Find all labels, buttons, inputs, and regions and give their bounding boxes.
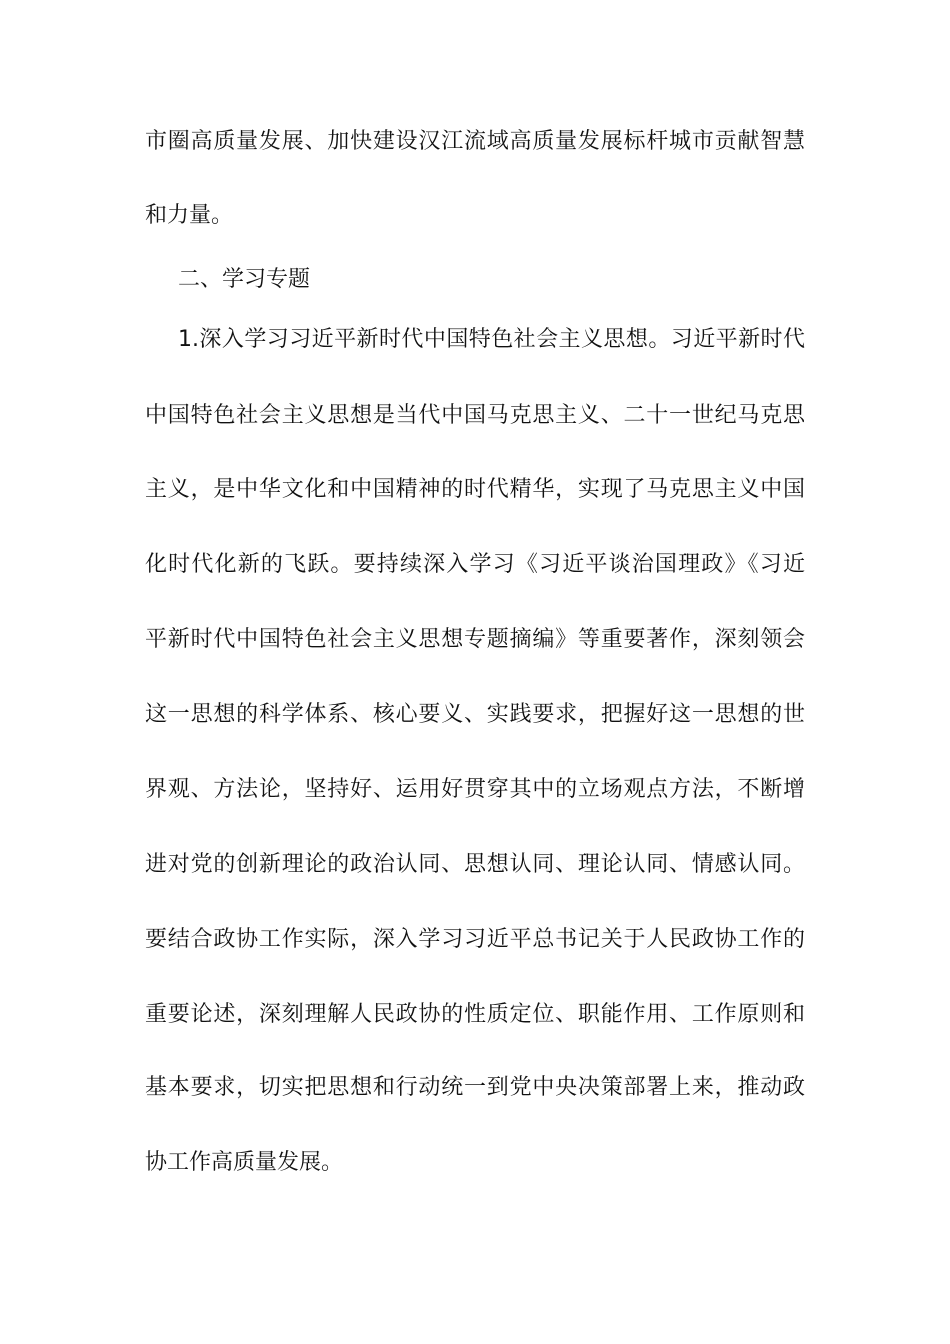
paragraph-line: 界观、方法论，坚持好、运用好贯穿其中的立场观点方法，不断增 xyxy=(145,777,805,802)
paragraph-line: 化时代化新的飞跃。要持续深入学习《习近平谈治国理政》《习近 xyxy=(145,552,805,577)
paragraph-line: 中国特色社会主义思想是当代中国马克思主义、二十一世纪马克思 xyxy=(145,403,805,428)
paragraph-line: 1.深入学习习近平新时代中国特色社会主义思想。习近平新时代 xyxy=(178,327,805,352)
paragraph-line: 和力量。 xyxy=(145,203,234,228)
paragraph-line: 平新时代中国特色社会主义思想专题摘编》等重要著作，深刻领会 xyxy=(145,627,805,652)
paragraph-line: 市圈高质量发展、加快建设汉江流域高质量发展标杆城市贡献智慧 xyxy=(145,129,805,154)
paragraph-line: 这一思想的科学体系、核心要义、实践要求，把握好这一思想的世 xyxy=(145,702,805,727)
paragraph-line: 基本要求，切实把思想和行动统一到党中央决策部署上来，推动政 xyxy=(145,1075,805,1100)
paragraph-line: 协工作高质量发展。 xyxy=(145,1150,344,1175)
paragraph-line: 重要论述，深刻理解人民政协的性质定位、职能作用、工作原则和 xyxy=(145,1002,805,1027)
paragraph-line: 主义，是中华文化和中国精神的时代精华，实现了马克思主义中国 xyxy=(145,477,805,502)
paragraph-line: 进对党的创新理论的政治认同、思想认同、理论认同、情感认同。 xyxy=(145,852,805,877)
section-heading: 二、学习专题 xyxy=(178,267,311,292)
paragraph-line: 要结合政协工作实际，深入学习习近平总书记关于人民政协工作的 xyxy=(145,927,805,952)
